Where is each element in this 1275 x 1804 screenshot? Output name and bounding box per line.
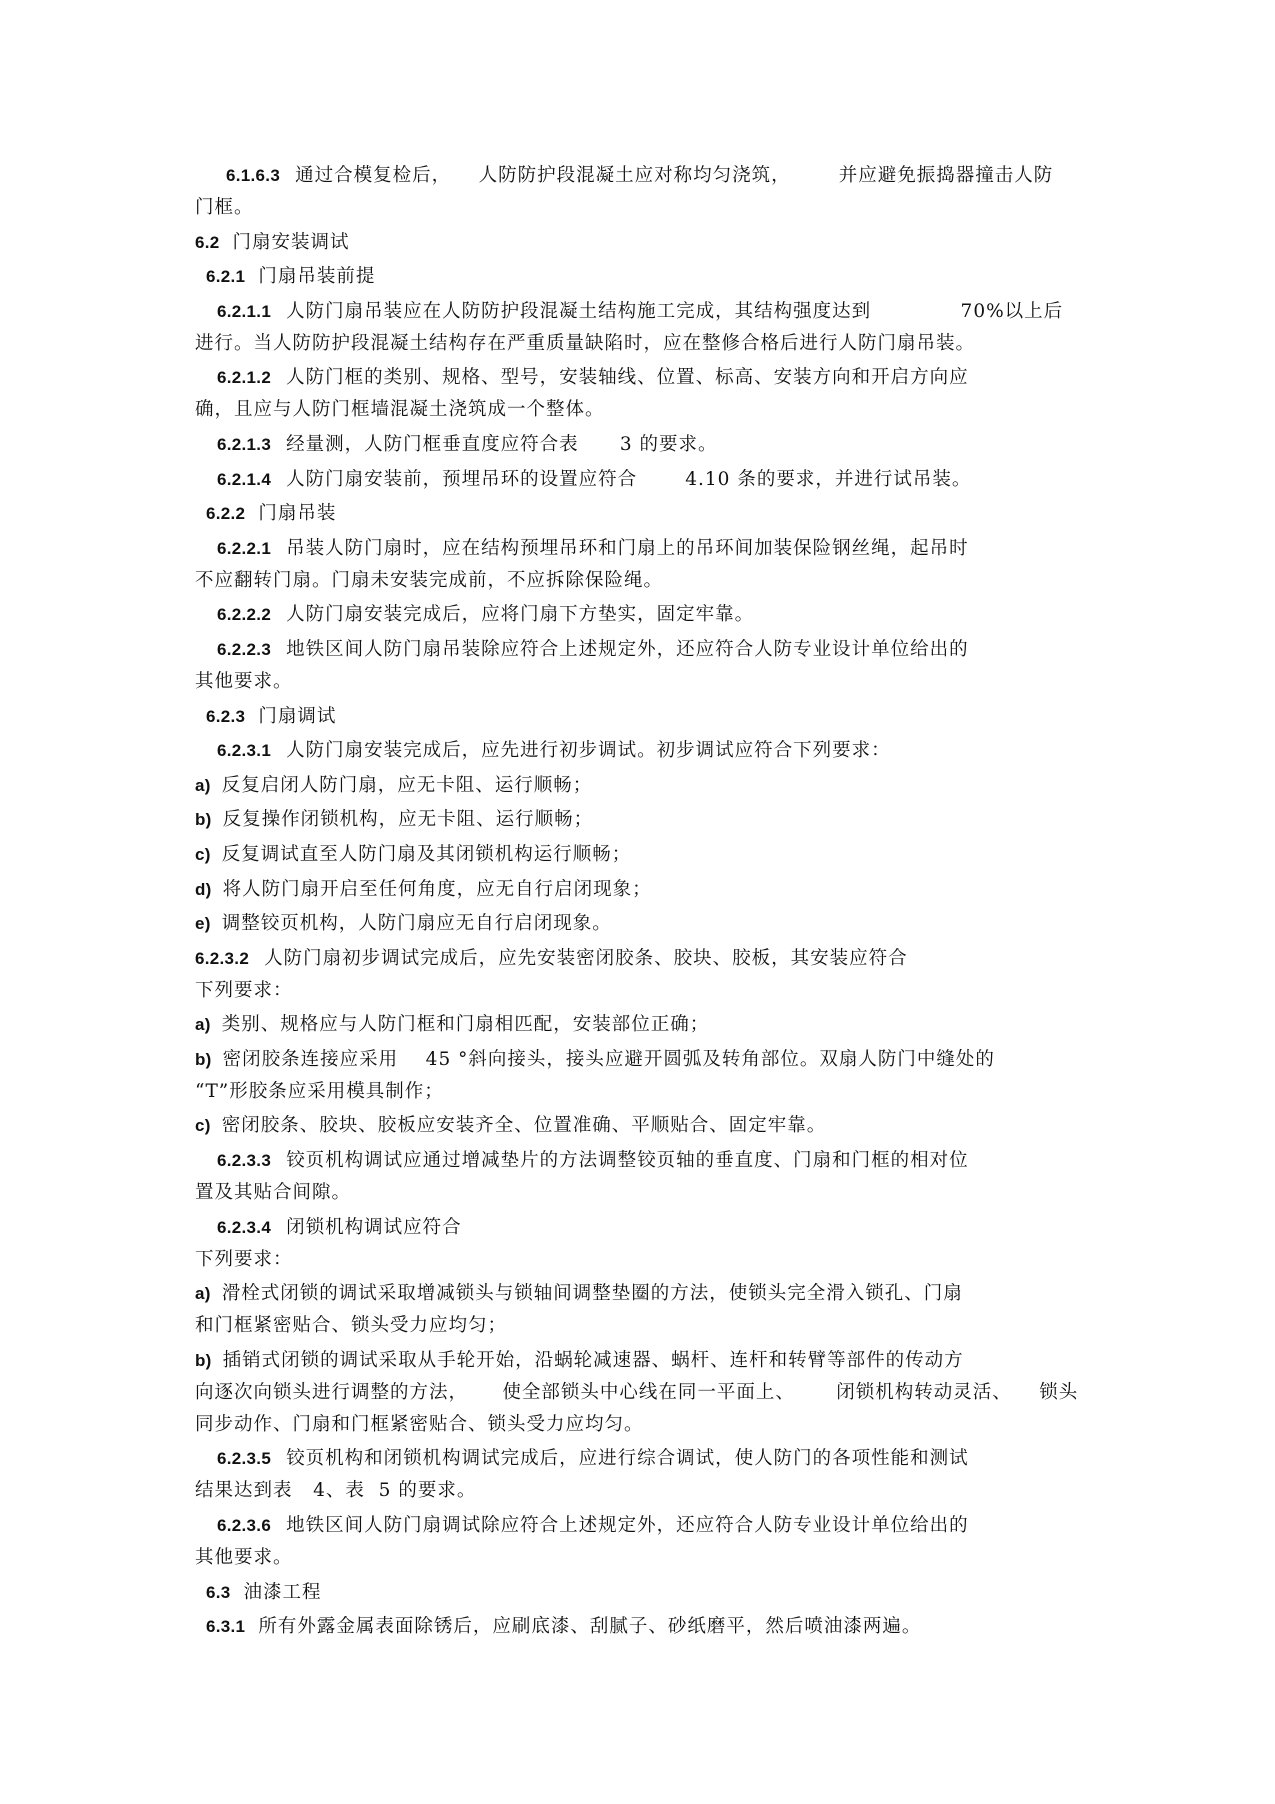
clause-line: 置及其贴合间隙。: [195, 1182, 352, 1204]
list-item-text: 反复启闭人防门扇，应无卡阻、运行顺畅；: [221, 774, 593, 796]
clause: [195, 735, 1275, 767]
clause: [195, 599, 1275, 631]
list-item-line: [195, 1044, 1275, 1076]
section-title: 门扇安装调试: [232, 231, 350, 253]
list-item: [195, 908, 1275, 940]
clause-line: 下列要求：: [195, 979, 293, 1001]
clause-text: 铰页机构调试应通过增减垫片的方法调整铰页轴的垂直度、门扇和门框的相对位: [286, 1150, 969, 1172]
clause: [195, 296, 1275, 360]
heading-line: [195, 227, 1275, 259]
list-item-marker: b): [195, 810, 212, 830]
clause-number: 6.2.2.2: [217, 605, 272, 625]
clause-line: [195, 1611, 1275, 1643]
section-number: 6.3: [206, 1582, 231, 1602]
clause-line: 门框。: [195, 197, 254, 218]
heading-line: [195, 498, 1275, 530]
clause-line: [195, 160, 1275, 192]
list-item-text: 密闭胶条、胶块、胶板应安装齐全、位置准确、平顺贴合、固定牢靠。: [221, 1115, 827, 1137]
list-item-line: [195, 908, 1275, 940]
list-item-line: [195, 839, 1275, 871]
clause: [195, 1443, 1275, 1507]
clause-text: 经量测，人防门框垂直度应符合表 3 的要求。: [286, 433, 718, 455]
subsection-title: 门扇调试: [258, 705, 337, 727]
clause-number: 6.2.1.4: [217, 469, 272, 489]
clause-line: 其他要求。: [195, 670, 293, 692]
list-item-line: “T”形胶条应采用模具制作；: [195, 1080, 444, 1102]
list-item-marker: a): [195, 775, 211, 795]
clause-line: [195, 533, 1275, 565]
clause-line: [195, 1212, 1275, 1244]
clause-line: 不应翻转门扇。门扇未安装完成前，不应拆除保险绳。: [195, 569, 664, 591]
subsection-heading: [195, 261, 1275, 293]
subsection-heading: [195, 701, 1275, 733]
clause-number: 6.2.3.2: [195, 948, 250, 968]
clause-text: 所有外露金属表面除锈后，应刷底漆、刮腻子、砂纸磨平，然后喷油漆两遍。: [258, 1616, 922, 1638]
clause-number: 6.2.3.4: [217, 1217, 272, 1237]
clause-number: 6.2.2.3: [217, 639, 272, 659]
list-item-text: 密闭胶条连接应采用 45 °斜向接头，接头应避开圆弧及转角部位。双扇人防门中缝处的: [222, 1048, 995, 1070]
list-item-marker: b): [195, 1049, 212, 1069]
clause-number: 6.2.1.3: [217, 434, 272, 454]
list-item-line: [195, 804, 1275, 836]
clause-line: [195, 296, 1275, 328]
clause: [195, 362, 1275, 426]
list-item-line: 同步动作、门扇和门框紧密贴合、锁头受力应均匀。: [195, 1413, 644, 1435]
subsection-title: 门扇吊装: [258, 503, 337, 525]
list-item-line: [195, 1345, 1275, 1377]
clause-line: 进行。当人防防护段混凝土结构存在严重质量缺陷时，应在整修合格后进行人防门扇吊装。: [195, 332, 976, 354]
clause-text: 地铁区间人防门扇调试除应符合上述规定外，还应符合人防专业设计单位给出的: [286, 1515, 969, 1537]
heading-line: [195, 261, 1275, 293]
clause-line: 结果达到表 4、表 5 的要求。: [195, 1480, 477, 1502]
clause-text: 人防门扇安装前，预埋吊环的设置应符合 4.10 条的要求，并进行试吊装。: [286, 468, 972, 490]
clause-line: [195, 1510, 1275, 1542]
clause-text: 吊装人防门扇时，应在结构预埋吊环和门扇上的吊环间加装保险钢丝绳，起吊时: [286, 537, 969, 559]
section-heading: [195, 1577, 1275, 1609]
clause-text: 地铁区间人防门扇吊装除应符合上述规定外，还应符合人防专业设计单位给出的: [286, 638, 969, 660]
clause-line: [195, 1145, 1275, 1177]
clause-line: 下列要求：: [195, 1248, 293, 1270]
list-item-text: 调整铰页机构，人防门扇应无自行启闭现象。: [221, 913, 612, 935]
subsection-heading: [195, 498, 1275, 530]
clause-number: 6.2.3.6: [217, 1516, 272, 1536]
clause-line: [195, 464, 1275, 496]
clause-number: 6.2.1.2: [217, 368, 272, 388]
list-item-line: 向逐次向锁头进行调整的方法， 使全部锁头中心线在同一平面上、 闭锁机构转动灵活、 锁头: [195, 1381, 1079, 1403]
clause-text: 人防门框的类别、规格、型号，安装轴线、位置、标高、安装方向和开启方向应: [286, 367, 969, 389]
list-item: [195, 1110, 1275, 1142]
list-item-marker: a): [195, 1284, 211, 1304]
list-item: [195, 874, 1275, 906]
clause-number: 6.2.3.3: [217, 1151, 272, 1171]
list-item-marker: c): [195, 1116, 211, 1136]
clause-text: 人防门扇初步调试完成后，应先安装密闭胶条、胶块、胶板，其安装应符合: [264, 947, 908, 969]
clause-number: 6.2.2.1: [217, 538, 272, 558]
clause-line: [195, 1443, 1275, 1475]
clause: [195, 429, 1275, 461]
list-item-text: 反复调试直至人防门扇及其闭锁机构运行顺畅；: [221, 843, 632, 865]
list-item-line: [195, 1110, 1275, 1142]
list-item-line: [195, 1278, 1275, 1310]
clause-line: [195, 943, 1275, 975]
clause-number: 6.2.1.1: [217, 301, 272, 321]
clause-line: [195, 735, 1275, 767]
clause-line: 确，且应与人防门框墙混凝土浇筑成一个整体。: [195, 399, 605, 421]
list-item-line: [195, 874, 1275, 906]
clause-number: 6.2.3.1: [217, 741, 272, 761]
section-number: 6.2: [195, 232, 220, 252]
list-item: [195, 1278, 1275, 1342]
list-item: [195, 770, 1275, 802]
heading-line: [195, 701, 1275, 733]
list-item-line: 和门框紧密贴合、锁头受力应均匀；: [195, 1315, 508, 1337]
clause-number: 6.1.6.3: [226, 166, 281, 185]
list-item-line: [195, 770, 1275, 802]
list-item: [195, 1044, 1275, 1108]
clause-line: 其他要求。: [195, 1547, 293, 1569]
clause-text: 人防门扇吊装应在人防防护段混凝土结构施工完成，其结构强度达到 70%以上后: [286, 300, 1064, 322]
clause-text: 铰页机构和闭锁机构调试完成后，应进行综合调试，使人防门的各项性能和测试: [286, 1448, 969, 1470]
list-item-marker: e): [195, 914, 211, 934]
subsection-title: 门扇吊装前提: [258, 266, 376, 288]
clause-line: [195, 599, 1275, 631]
list-item: [195, 804, 1275, 836]
clause: [195, 1145, 1275, 1209]
clause-text: 人防门扇安装完成后，应将门扇下方垫实，固定牢靠。: [286, 604, 755, 626]
list-item-line: [195, 1009, 1275, 1041]
list-item-marker: a): [195, 1015, 211, 1035]
list-item: [195, 1009, 1275, 1041]
clause-number: 6.2.3.5: [217, 1449, 272, 1469]
list-item-text: 插销式闭锁的调试采取从手轮开始，沿蜗轮减速器、蜗杆、连杆和转臂等部件的传动方: [222, 1349, 964, 1371]
list-item-text: 反复操作闭锁机构，应无卡阻、运行顺畅；: [222, 809, 594, 831]
list-item-text: 滑栓式闭锁的调试采取增减锁头与锁轴间调整垫圈的方法，使锁头完全滑入锁孔、门扇: [221, 1283, 963, 1305]
clause-line: [195, 429, 1275, 461]
subsection-number: 6.2.2: [206, 504, 246, 524]
list-item: [195, 1345, 1275, 1441]
section-heading: [195, 227, 1275, 259]
list-item-marker: c): [195, 844, 211, 864]
clause: [195, 160, 1275, 224]
clause: [195, 464, 1275, 496]
clause: [195, 1510, 1275, 1574]
clause-text: 人防门扇安装完成后，应先进行初步调试。初步调试应符合下列要求：: [286, 740, 891, 762]
list-item-marker: b): [195, 1350, 212, 1370]
clause: [195, 533, 1275, 597]
section-title: 油漆工程: [243, 1581, 322, 1603]
list-item-text: 将人防门扇开启至任何角度，应无自行启闭现象；: [222, 878, 652, 900]
clause-text: 闭锁机构调试应符合: [286, 1216, 462, 1238]
clause-line: [195, 362, 1275, 394]
subsection-number: 6.2.3: [206, 706, 246, 726]
clause: [195, 1611, 1275, 1643]
subsection-number: 6.2.1: [206, 267, 246, 287]
clause-number: 6.3.1: [206, 1617, 246, 1637]
clause: [195, 1212, 1275, 1276]
heading-line: [195, 1577, 1275, 1609]
clause: [195, 634, 1275, 698]
list-item: [195, 839, 1275, 871]
list-item-marker: d): [195, 879, 212, 899]
list-item-text: 类别、规格应与人防门框和门扇相匹配，安装部位正确；: [221, 1014, 710, 1036]
clause: [195, 943, 1275, 1007]
clause-text: 通过合模复检后， 人防防护段混凝土应对称均匀浇筑， 并应避免振捣器撞击人防: [295, 165, 1054, 186]
clause-line: [195, 634, 1275, 666]
